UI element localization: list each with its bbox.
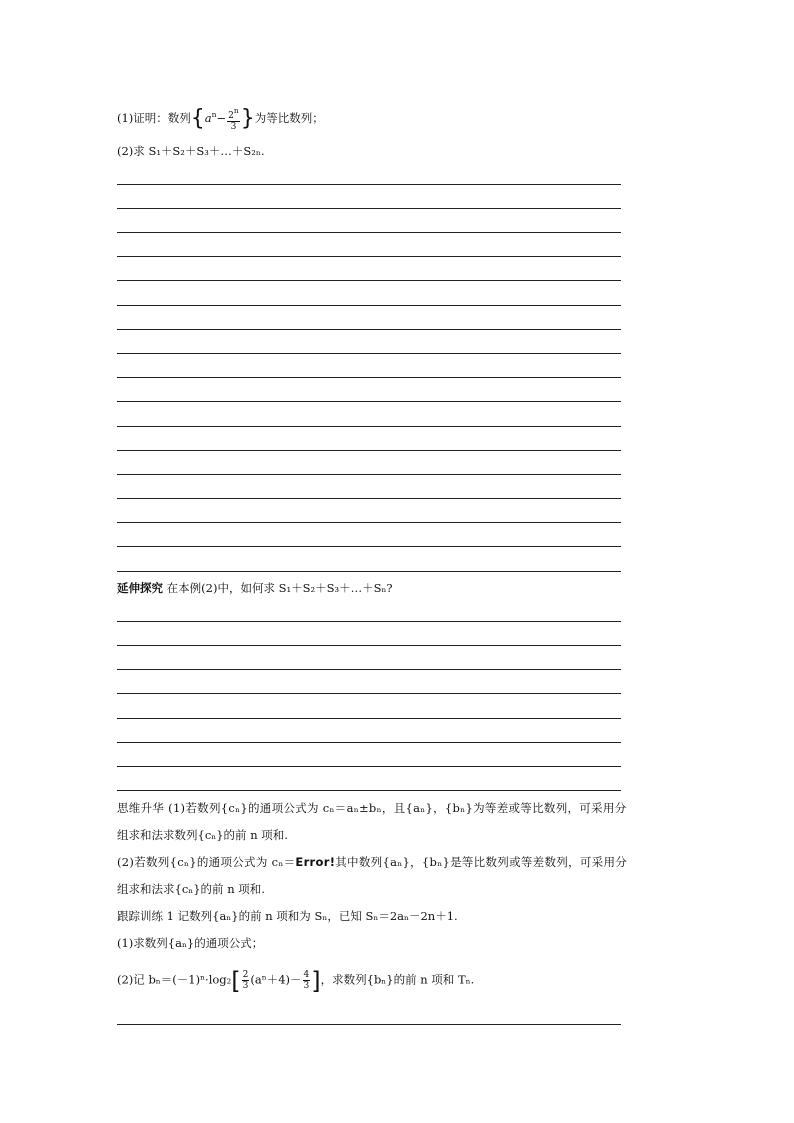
answer-line[interactable] <box>117 645 621 646</box>
answer-line[interactable] <box>117 280 621 281</box>
right-brace: } <box>240 106 255 131</box>
answer-line[interactable] <box>117 766 621 767</box>
answer-line[interactable] <box>117 790 621 791</box>
answer-line[interactable] <box>117 450 621 451</box>
answer-line[interactable] <box>117 208 621 209</box>
left-bracket: [ <box>231 966 241 995</box>
answer-line[interactable] <box>117 571 621 572</box>
fraction-4-over-3: $\frac{4}{3}$ <box>303 970 310 991</box>
insight-line-2: 组求和法求数列{cₙ}的前 n 项和. <box>117 828 288 842</box>
practice-part-2: (2)记 bₙ＝(－1)ⁿ·log₂[ $\frac{2}{3}$ (aⁿ＋4)－ $\frac{4}{3}$ ]，求数列{bₙ}的前 n 项和 Tₙ. <box>117 966 475 995</box>
error-text: Error! <box>295 855 336 869</box>
answer-line[interactable] <box>117 256 621 257</box>
answer-line[interactable] <box>117 377 621 378</box>
right-bracket: ] <box>311 966 321 995</box>
answer-line[interactable] <box>117 1024 621 1025</box>
answer-line[interactable] <box>117 474 621 475</box>
answer-line[interactable] <box>117 401 621 402</box>
insight-line-1: 思维升华 (1)若数列{cₙ}的通项公式为 cₙ＝aₙ±bₙ，且{aₙ}，{bₙ}为等差或等比数列，可采用分 <box>117 801 627 815</box>
answer-line[interactable] <box>117 546 621 547</box>
question-1 <box>117 106 324 132</box>
left-brace: { <box>190 106 205 131</box>
insight-line-3: (2)若数列{cₙ}的通项公式为 cₙ＝Error!其中数列{aₙ}，{bₙ}是等比数列或等差数列，可采用分 <box>117 855 628 869</box>
answer-line[interactable] <box>117 232 621 233</box>
answer-line[interactable] <box>117 742 621 743</box>
answer-line[interactable] <box>117 353 621 354</box>
extension-question <box>117 580 393 596</box>
minus-sign: − <box>216 111 227 125</box>
answer-line[interactable] <box>117 621 621 622</box>
answer-line[interactable] <box>117 329 621 330</box>
answer-line[interactable] <box>117 669 621 670</box>
extension-label: 延伸探究 <box>117 581 163 595</box>
question-1-prefix: (1)证明：数列 <box>117 111 191 125</box>
answer-line[interactable] <box>117 522 621 523</box>
answer-line[interactable] <box>117 426 621 427</box>
question-2: (2)求 S₁＋S₂＋S₃＋…＋S₂ₙ. <box>117 144 265 158</box>
answer-line[interactable] <box>117 305 621 306</box>
practice-part-1: (1)求数列{aₙ}的通项公式； <box>117 936 264 950</box>
answer-line[interactable] <box>117 693 621 694</box>
question-1-suffix: 为等比数列； <box>254 111 324 125</box>
insight-line-4: 组求和法求{cₙ}的前 n 项和. <box>117 882 265 896</box>
var-a: a <box>204 111 212 125</box>
fraction-2n-over-3: $\frac{2^n}{3}$ <box>228 106 239 132</box>
answer-line[interactable] <box>117 498 621 499</box>
answer-line[interactable] <box>117 184 621 185</box>
answer-line[interactable] <box>117 718 621 719</box>
fraction-2-over-3: $\frac{2}{3}$ <box>242 970 249 991</box>
exp-n: n <box>211 110 217 119</box>
extension-text: 在本例(2)中，如何求 S₁＋S₂＋S₃＋…＋Sₙ? <box>163 581 393 595</box>
practice-title: 跟踪训练 1 记数列{aₙ}的前 n 项和为 Sₙ，已知 Sₙ＝2aₙ－2n＋1. <box>117 909 458 923</box>
